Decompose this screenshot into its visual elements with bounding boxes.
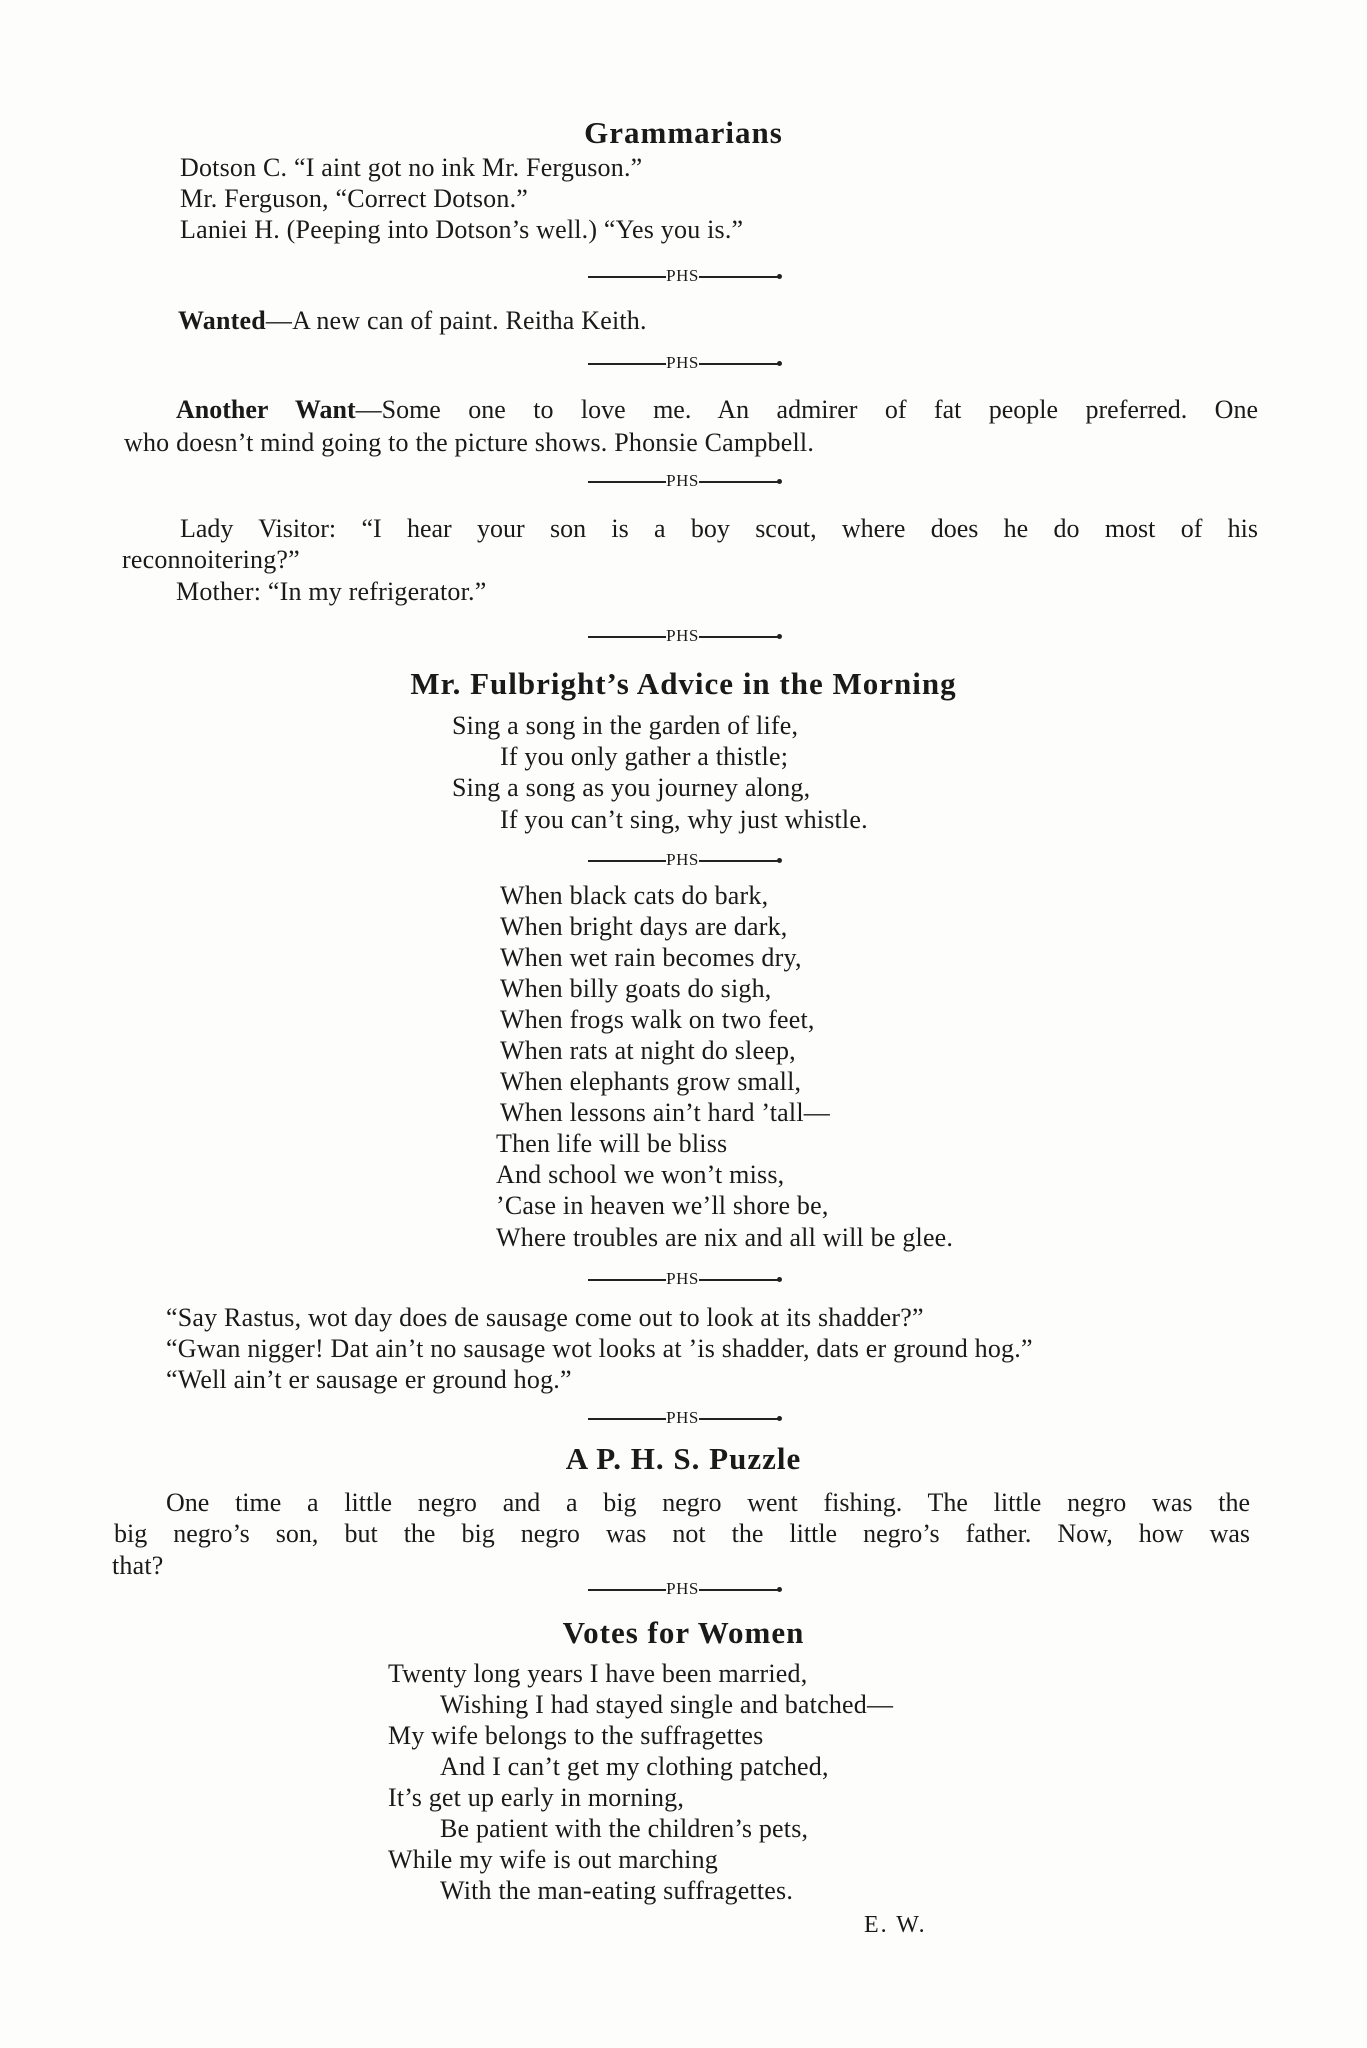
heading-puzzle: A P. H. S. Puzzle [565, 1441, 802, 1476]
when-poem-line-8: When lessons ain’t hard ’tall— [500, 1098, 830, 1127]
separator-8: PHS [0, 1578, 1367, 1600]
lady-visitor-line-2: reconnoitering?” [122, 545, 300, 574]
heading-fulbright: Mr. Fulbright’s Advice in the Morning [410, 666, 957, 701]
another-want-label: Another Want [176, 395, 356, 424]
votes-line-8: With the man-eating suffragettes. [440, 1876, 794, 1905]
votes-line-5: It’s get up early in morning, [388, 1783, 685, 1812]
wanted-label: Wanted [178, 306, 266, 335]
rastus-line-2: “Gwan nigger! Dat ain’t no sausage wot looks at ’is shadder, dats er ground hog.” [166, 1334, 1033, 1363]
grammarians-line-1: Dotson C. “I aint got no ink Mr. Ferguson.” [180, 153, 643, 182]
when-poem-line-1: When black cats do bark, [500, 881, 769, 910]
signature: E. W. [864, 1912, 927, 1938]
wanted-ad [178, 305, 647, 337]
separator-7: PHS [0, 1407, 1367, 1429]
fulbright-line-3: Sing a song as you journey along, [452, 773, 811, 802]
another-want-line-2: who doesn’t mind going to the picture shows. Phonsie Campbell. [124, 428, 815, 457]
lady-visitor-line-3: Mother: “In my refrigerator.” [176, 577, 487, 606]
heading-grammarians: Grammarians [584, 115, 783, 150]
puzzle-line-1: One time a little negro and a big negro went fishing. The little negro was the [166, 1488, 1250, 1517]
grammarians-line-3: Laniei H. (Peeping into Dotson’s well.) “Yes you is.” [180, 215, 744, 244]
votes-line-1: Twenty long years I have been married, [388, 1659, 808, 1688]
fulbright-line-1: Sing a song in the garden of life, [452, 711, 799, 740]
grammarians-line-2: Mr. Ferguson, “Correct Dotson.” [180, 184, 529, 213]
when-poem-line-3: When wet rain becomes dry, [500, 943, 802, 972]
rastus-line-1: “Say Rastus, wot day does de sausage come out to look at its shadder?” [166, 1303, 924, 1332]
separator-1: PHS [0, 265, 1367, 287]
separator-3: PHS [0, 470, 1367, 492]
votes-line-3: My wife belongs to the suffragettes [388, 1721, 764, 1750]
when-poem-line-5: When frogs walk on two feet, [500, 1005, 815, 1034]
puzzle-line-2: big negro’s son, but the big negro was not the little negro’s father. Now, how was [114, 1519, 1250, 1548]
when-poem-line-4: When billy goats do sigh, [500, 974, 772, 1003]
separator-5: PHS [0, 849, 1367, 871]
when-poem-line-2: When bright days are dark, [500, 912, 788, 941]
when-poem-line-10: And school we won’t miss, [496, 1160, 785, 1189]
when-poem-line-11: ’Case in heaven we’ll shore be, [496, 1191, 829, 1220]
wanted-text: —A new can of paint. Reitha Keith. [265, 306, 647, 335]
when-poem-line-12: Where troubles are nix and all will be glee. [496, 1223, 954, 1252]
another-want-text: —Some one to love me. An admirer of fat people preferred. One [355, 395, 1258, 424]
votes-line-7: While my wife is out marching [388, 1845, 719, 1874]
votes-line-4: And I can’t get my clothing patched, [440, 1752, 829, 1781]
votes-line-6: Be patient with the children’s pets, [440, 1814, 809, 1843]
fulbright-line-4: If you can’t sing, why just whistle. [500, 805, 868, 834]
heading-votes-for-women: Votes for Women [562, 1615, 805, 1650]
separator-2: PHS [0, 352, 1367, 374]
when-poem-line-7: When elephants grow small, [500, 1067, 802, 1096]
votes-line-2: Wishing I had stayed single and batched— [440, 1690, 894, 1719]
another-want-line-1 [176, 394, 1258, 426]
separator-4: PHS [0, 625, 1367, 647]
separator-6: PHS [0, 1268, 1367, 1290]
when-poem-line-6: When rats at night do sleep, [500, 1036, 796, 1065]
when-poem-line-9: Then life will be bliss [496, 1129, 728, 1158]
puzzle-line-3: that? [112, 1551, 164, 1580]
fulbright-line-2: If you only gather a thistle; [500, 742, 789, 771]
rastus-line-3: “Well ain’t er sausage er ground hog.” [166, 1365, 572, 1394]
lady-visitor-line-1: Lady Visitor: “I hear your son is a boy scout, where does he do most of his [180, 514, 1258, 543]
